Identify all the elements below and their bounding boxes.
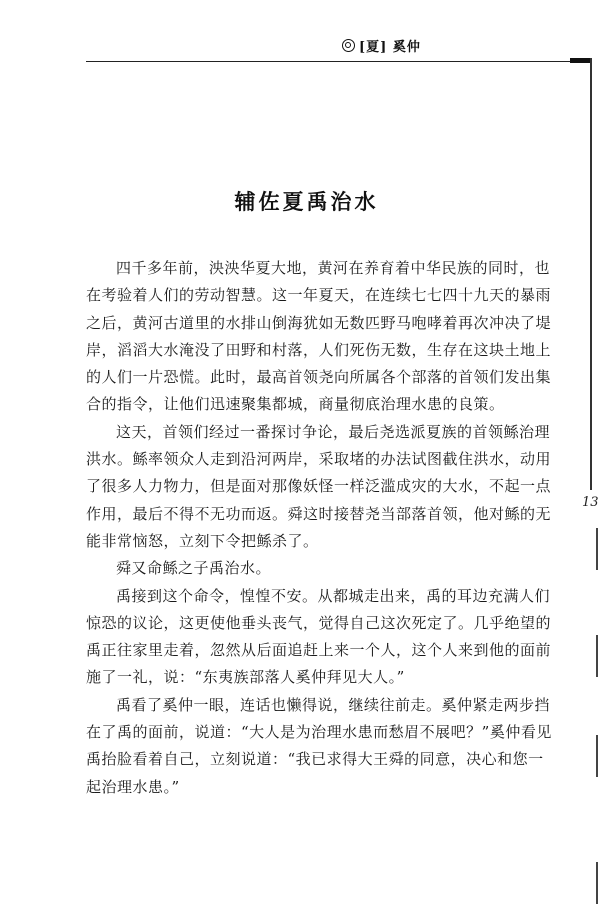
header-rule xyxy=(86,61,578,62)
paragraph: 禹接到这个命令，惶惶不安。从都城走出来，禹的耳边充满人们惊恐的议论，这更使他垂头丧气，觉得自己这次死定了。几乎绝望的禹正往家里走着，忽然从后面追赶上来一个人，这个人来到他的面前施了一礼，说：“东夷族部落人奚仲拜见大人。” xyxy=(86,586,552,687)
margin-mark xyxy=(596,862,598,904)
page-title: 辅佐夏禹治水 xyxy=(234,189,379,215)
margin-mark xyxy=(596,735,598,777)
margin-mark xyxy=(596,528,598,570)
paragraph: 禹看了奚仲一眼，连话也懒得说，继续往前走。奚仲紧走两步挡在了禹的面前，说道：“大人是为治理水患而愁眉不展吧？”奚仲看见禹抬脸看着自己，立刻说道：“我已求得大王舜的同意，决心和您一起治理水患。” xyxy=(86,695,552,796)
header-text: [夏] 奚仲 xyxy=(359,40,421,55)
margin-mark xyxy=(596,635,598,677)
paragraph: 四千多年前，泱泱华夏大地，黄河在养育着中华民族的同时，也在考验着人们的劳动智慧。这一年夏天，在连续七七四十九天的暴雨之后，黄河古道里的水排山倒海犹如无数匹野马咆哮着再次冲决了堤岸，滔滔大水淹没了田野和村落，人们死伤无数，生存在这块土地上的人们一片恐慌。此时，最高首领尧向所属各个部落的首领们发出集合的指令，让他们迅速聚集都城，商量彻底治理水患的良策。 xyxy=(86,259,552,414)
page-number: 13 xyxy=(582,495,599,510)
page-edge-line xyxy=(590,58,592,490)
header-rule-accent xyxy=(570,58,592,63)
body-text xyxy=(86,255,556,801)
paragraph: 这天，首领们经过一番探讨争论，最后尧选派夏族的首领鲧治理洪水。鲧率领众人走到沿河两岸，采取堵的办法试图截住洪水，动用了很多人力物力，但是面对那像妖怪一样泛滥成灾的大水，不起一点作用，最后不得不无功而返。舜这时接替尧当部落首领，他对鲧的无能非常恼怒，立刻下令把鲧杀了。 xyxy=(86,422,552,550)
paragraph: 舜又命鲧之子禹治水。 xyxy=(116,559,272,578)
circle-ring-icon xyxy=(342,39,355,52)
running-header xyxy=(342,36,421,55)
